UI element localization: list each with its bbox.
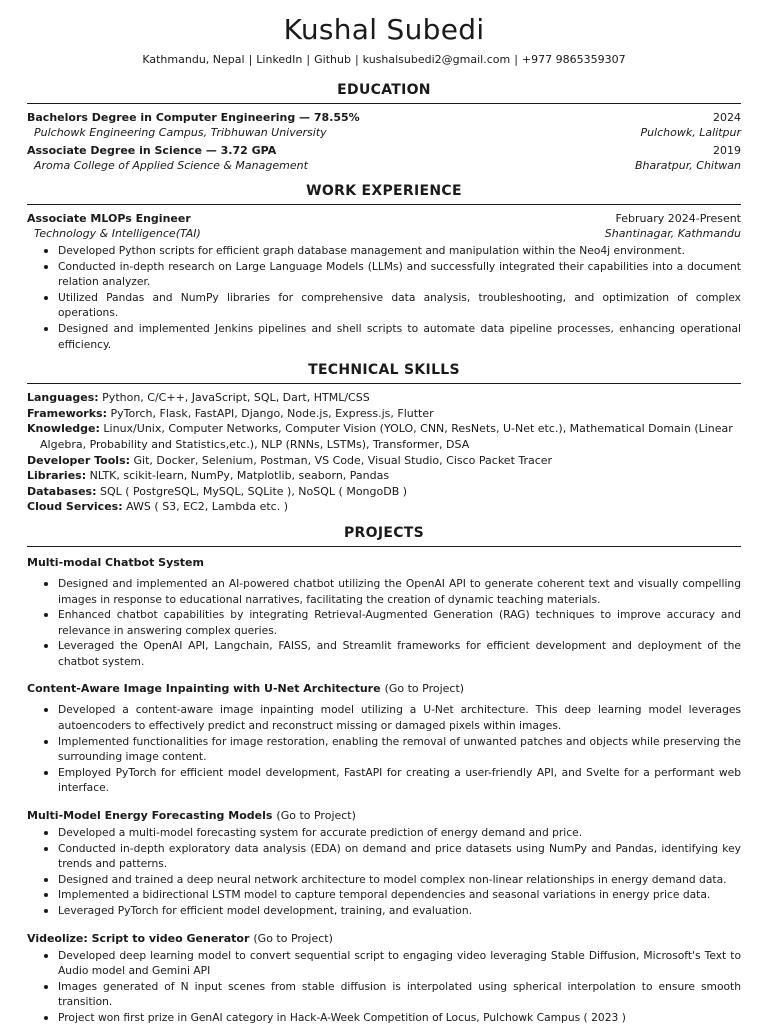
skill-value: SQL ( PostgreSQL, MySQL, SQLite ), NoSQL ( MongoDB ) (100, 484, 408, 498)
bullet-item: Project won first prize in GenAI category in Hack-A-Week Competition of Locus, Pulchowk Campus ( 2023 ) (58, 1010, 741, 1026)
project-name: Content-Aware Image Inpainting with U-Net Architecture (27, 682, 381, 696)
github-link[interactable]: Github (314, 53, 351, 66)
bullet-item: Developed deep learning model to convert sequential script to engaging video leveraging Stable Diffusion, Microsoft's Text to Audio model and Gemini API (58, 948, 741, 978)
degree-year: 2024 (713, 111, 741, 124)
phone-link[interactable]: +977 9865359307 (521, 53, 626, 66)
skill-line (27, 406, 741, 422)
skill-label: Cloud Services: (27, 500, 123, 514)
project-link[interactable]: (Go to Project) (253, 931, 333, 945)
project-name: Multi-modal Chatbot System (27, 555, 204, 569)
education-entry (27, 143, 741, 173)
section-title-work: WORK EXPERIENCE (27, 182, 741, 205)
skill-line (27, 484, 741, 500)
section-title-projects: PROJECTS (27, 524, 741, 547)
bullet-item: Leveraged the OpenAI API, Langchain, FAISS, and Streamlit frameworks for efficient development and deployment of the chatbot system. (58, 639, 741, 668)
skills-list (27, 390, 741, 515)
project-bullets (27, 948, 741, 1026)
company-place: Shantinagar, Kathmandu (604, 227, 741, 240)
skill-value: Git, Docker, Selenium, Postman, VS Code, Visual Studio, Cisco Packet Tracer (133, 453, 553, 467)
institution-name: Pulchowk Engineering Campus, Tribhuwan University (34, 126, 327, 139)
skill-label: Libraries: (27, 469, 87, 483)
project-bullets (27, 576, 741, 670)
linkedin-link[interactable]: LinkedIn (256, 53, 303, 66)
separator: | (354, 53, 359, 66)
bullet-item: Implemented a bidirectional LSTM model to capture temporal dependencies and seasonal variations in energy price data. (58, 887, 741, 903)
education-section (27, 81, 741, 173)
skill-value: PyTorch, Flask, FastAPI, Django, Node.js, Express.js, Flutter (110, 406, 434, 420)
degree-year: 2019 (713, 144, 741, 157)
job-role: Associate MLOPs Engineer (27, 212, 191, 225)
candidate-name: Kushal Subedi (283, 13, 485, 46)
contact-line (27, 53, 741, 67)
bullet-item: Leveraged PyTorch for efficient model development, training, and evaluation. (58, 903, 741, 919)
project-entry (27, 808, 741, 919)
skill-line (27, 421, 741, 452)
skill-value: Python, C/C++, JavaScript, SQL, Dart, HTML/CSS (102, 391, 370, 405)
education-entry (27, 110, 741, 140)
bullet-item: Developed a content-aware image inpainting model utilizing a U-Net architecture. This deep learning model leverages autoencoders to effectively predict and reconstruct missing or damaged pixels within images. (58, 703, 741, 733)
work-section (27, 182, 741, 352)
bullet-item: Enhanced chatbot capabilities by integrating Retrieval-Augmented Generation (RAG) techniques to improve accuracy and relevance in answering complex queries. (58, 608, 741, 637)
project-entry (27, 555, 741, 670)
skill-label: Frameworks: (27, 406, 107, 420)
bullet-item: Utilized Pandas and NumPy libraries for comprehensive data analysis, troubleshooting, and optimization of complex operations. (58, 290, 741, 320)
project-bullets (27, 825, 741, 919)
section-title-skills: TECHNICAL SKILLS (27, 361, 741, 384)
section-title-education: EDUCATION (27, 81, 741, 104)
bullet-item: Developed a multi-model forecasting system for accurate prediction of energy demand and price. (58, 825, 741, 841)
location-text: Kathmandu, Nepal (142, 53, 245, 66)
bullet-item: Images generated of N input scenes from stable diffusion is interpolated using spherical interpolation to ensure smooth transition. (58, 979, 741, 1009)
bullet-item: Designed and trained a deep neural network architecture to model complex non-linear relationships in energy demand data. (58, 872, 741, 888)
bullet-item: Conducted in-depth exploratory data analysis (EDA) on demand and price datasets using NumPy and Pandas, identifying key trends and patterns. (58, 841, 741, 871)
project-name: Multi-Model Energy Forecasting Models (27, 809, 273, 823)
job-dates: February 2024-Present (615, 212, 741, 225)
degree-title: Bachelors Degree in Computer Engineering — 78.55% (27, 111, 360, 124)
bullet-item: Developed Python scripts for efficient graph database management and manipulation within the Neo4j environment. (58, 243, 741, 259)
bullet-item: Conducted in-depth research on Large Language Models (LLMs) and successfully integrated their capabilities into a document relation analyzer. (58, 259, 741, 289)
project-bullets (27, 702, 741, 796)
company-name: Technology & Intelligence(TAI) (34, 227, 201, 240)
bullet-item: Employed PyTorch for efficient model development, FastAPI for creating a user-friendly API, and Svelte for a performant web interface. (58, 765, 741, 795)
skill-value: NLTK, scikit-learn, NumPy, Matplotlib, seaborn, Pandas (89, 469, 390, 483)
institution-name: Aroma College of Applied Science & Management (34, 159, 308, 172)
work-bullets (27, 243, 741, 352)
projects-section (27, 524, 741, 1026)
skill-label: Languages: (27, 391, 99, 405)
project-link[interactable]: (Go to Project) (384, 682, 465, 696)
skill-line (27, 499, 741, 515)
email-link[interactable]: kushalsubedi2@gmail.com (362, 53, 511, 66)
degree-title: Associate Degree in Science — 3.72 GPA (27, 144, 277, 157)
project-entry (27, 681, 741, 796)
work-entry (27, 211, 741, 352)
project-entry (27, 931, 741, 1026)
separator: | (248, 53, 253, 66)
project-name: Videolize: Script to video Generator (27, 931, 250, 945)
skill-line (27, 468, 741, 484)
skill-line (27, 453, 741, 469)
institution-place: Pulchowk, Lalitpur (640, 126, 741, 139)
bullet-item: Designed and implemented an AI-powered chatbot utilizing the OpenAI API to generate coherent text and visually compelling images in response to educational narratives, facilitating the creation of dynamic teaching materials. (58, 576, 741, 606)
separator: | (306, 53, 311, 66)
skill-value: Linux/Unix, Computer Networks, Computer Vision (YOLO, CNN, ResNets, U-Net etc.), Mathematical Domain (Linear Algebra, Probability and Statistics,etc.), NLP (RNNs, LSTMs), Transformer, DSA (40, 422, 733, 451)
skill-label: Developer Tools: (27, 453, 131, 467)
institution-place: Bharatpur, Chitwan (634, 159, 741, 172)
bullet-item: Designed and implemented Jenkins pipelines and shell scripts to automate data pipeline processes, enhancing operational efficiency. (58, 321, 741, 351)
bullet-item: Implemented functionalities for image restoration, enabling the removal of unwanted patches and objects while preserving the surrounding image content. (58, 734, 741, 764)
skill-label: Databases: (27, 484, 97, 498)
separator: | (514, 53, 518, 66)
project-link[interactable]: (Go to Project) (276, 809, 356, 823)
skill-line (27, 390, 741, 406)
skill-value: AWS ( S3, EC2, Lambda etc. ) (126, 500, 288, 514)
skills-section (27, 361, 741, 515)
skill-label: Knowledge: (27, 422, 100, 436)
